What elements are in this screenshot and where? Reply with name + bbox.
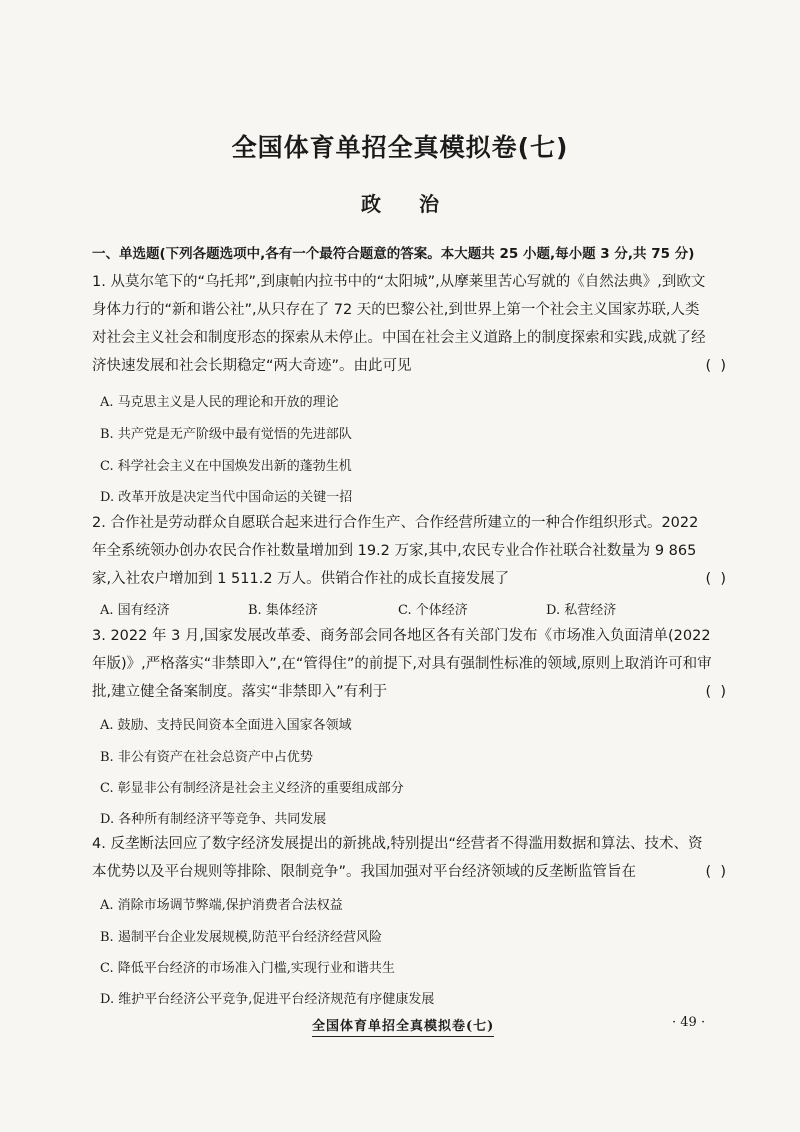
question-2-option-a[interactable]: A. 国有经济 xyxy=(100,603,170,618)
question-4-option-b[interactable]: B. 遏制平台企业发展规模,防范平台经济经营风险 xyxy=(100,930,382,945)
footer-title: 全国体育单招全真模拟卷(七) xyxy=(312,1015,494,1037)
question-4-stem: 4. 反垄断法回应了数字经济发展提出的新挑战,特别提出“经营者不得滥用数据和算法、技术、资本优势以及平台规则等排除、限制竞争”。我国加强对平台经济领域的反垄断监管旨在 ( ) xyxy=(92,830,712,886)
question-2-option-d[interactable]: D. 私营经济 xyxy=(546,603,617,618)
question-3-stem: 3. 2022 年 3 月,国家发展改革委、商务部会同各地区各有关部门发布《市场准入负面清单(2022 年版)》,严格落实“非禁即入”,在“管得住”的前提下,对具有强制性标准的领域,原则上取消许可和审批,建立健全备案制度。落实“非禁即入”有利于 ( ) xyxy=(92,622,712,706)
answer-bracket[interactable]: ( ) xyxy=(705,684,726,700)
question-3-option-d[interactable]: D. 各种所有制经济平等竞争、共同发展 xyxy=(100,812,327,827)
subject-heading: 政治 xyxy=(361,192,477,216)
section-header: 一、单选题(下列各题选项中,各有一个最符合题意的答案。本大题共 25 小题,每小题 3 分,共 75 分) xyxy=(92,246,695,262)
question-2-option-b[interactable]: B. 集体经济 xyxy=(248,603,318,618)
answer-bracket[interactable]: ( ) xyxy=(705,358,726,374)
answer-bracket[interactable]: ( ) xyxy=(705,864,726,880)
question-1-option-b[interactable]: B. 共产党是无产阶级中最有觉悟的先进部队 xyxy=(100,427,352,442)
question-3-option-a[interactable]: A. 鼓励、支持民间资本全面进入国家各领域 xyxy=(100,718,352,733)
page-title: 全国体育单招全真模拟卷(七) xyxy=(231,133,569,162)
question-1-option-c[interactable]: C. 科学社会主义在中国焕发出新的蓬勃生机 xyxy=(100,459,352,474)
question-3-option-b[interactable]: B. 非公有资产在社会总资产中占优势 xyxy=(100,750,313,765)
question-1-option-d[interactable]: D. 改革开放是决定当代中国命运的关键一招 xyxy=(100,490,353,505)
question-2-stem: 2. 合作社是劳动群众自愿联合起来进行合作生产、合作经营所建立的一种合作组织形式。2022 年全系统领办创办农民合作社数量增加到 19.2 万家,其中,农民专业合作社联合社数量为 9 865 家,入社农户增加到 1 511.2 万人。供销合作社的成长直接发展了 ( ) xyxy=(92,509,712,593)
question-3-option-c[interactable]: C. 彰显非公有制经济是社会主义经济的重要组成部分 xyxy=(100,781,404,796)
question-1-option-a[interactable]: A. 马克思主义是人民的理论和开放的理论 xyxy=(100,395,339,410)
question-2-option-c[interactable]: C. 个体经济 xyxy=(398,603,468,618)
page-number: · 49 · xyxy=(672,1015,706,1030)
question-4-option-d[interactable]: D. 维护平台经济公平竞争,促进平台经济规范有序健康发展 xyxy=(100,992,435,1007)
answer-bracket[interactable]: ( ) xyxy=(705,571,726,587)
question-4-option-c[interactable]: C. 降低平台经济的市场准入门槛,实现行业和谐共生 xyxy=(100,961,395,976)
question-4-option-a[interactable]: A. 消除市场调节弊端,保护消费者合法权益 xyxy=(100,898,343,913)
question-1-stem: 1. 从莫尔笔下的“乌托邦”,到康帕内拉书中的“太阳城”,从摩莱里苦心写就的《自然法典》,到欧文身体力行的“新和谐公社”,从只存在了 72 天的巴黎公社,到世界上第一个社会主义国家苏联,人类对社会主义社会和制度形态的探索从未停止。中国在社会主义道路上的制度探索和实践,成就了经济快速发展和社会长期稳定“两大奇迹”。由此可见 ( ) xyxy=(92,268,712,380)
